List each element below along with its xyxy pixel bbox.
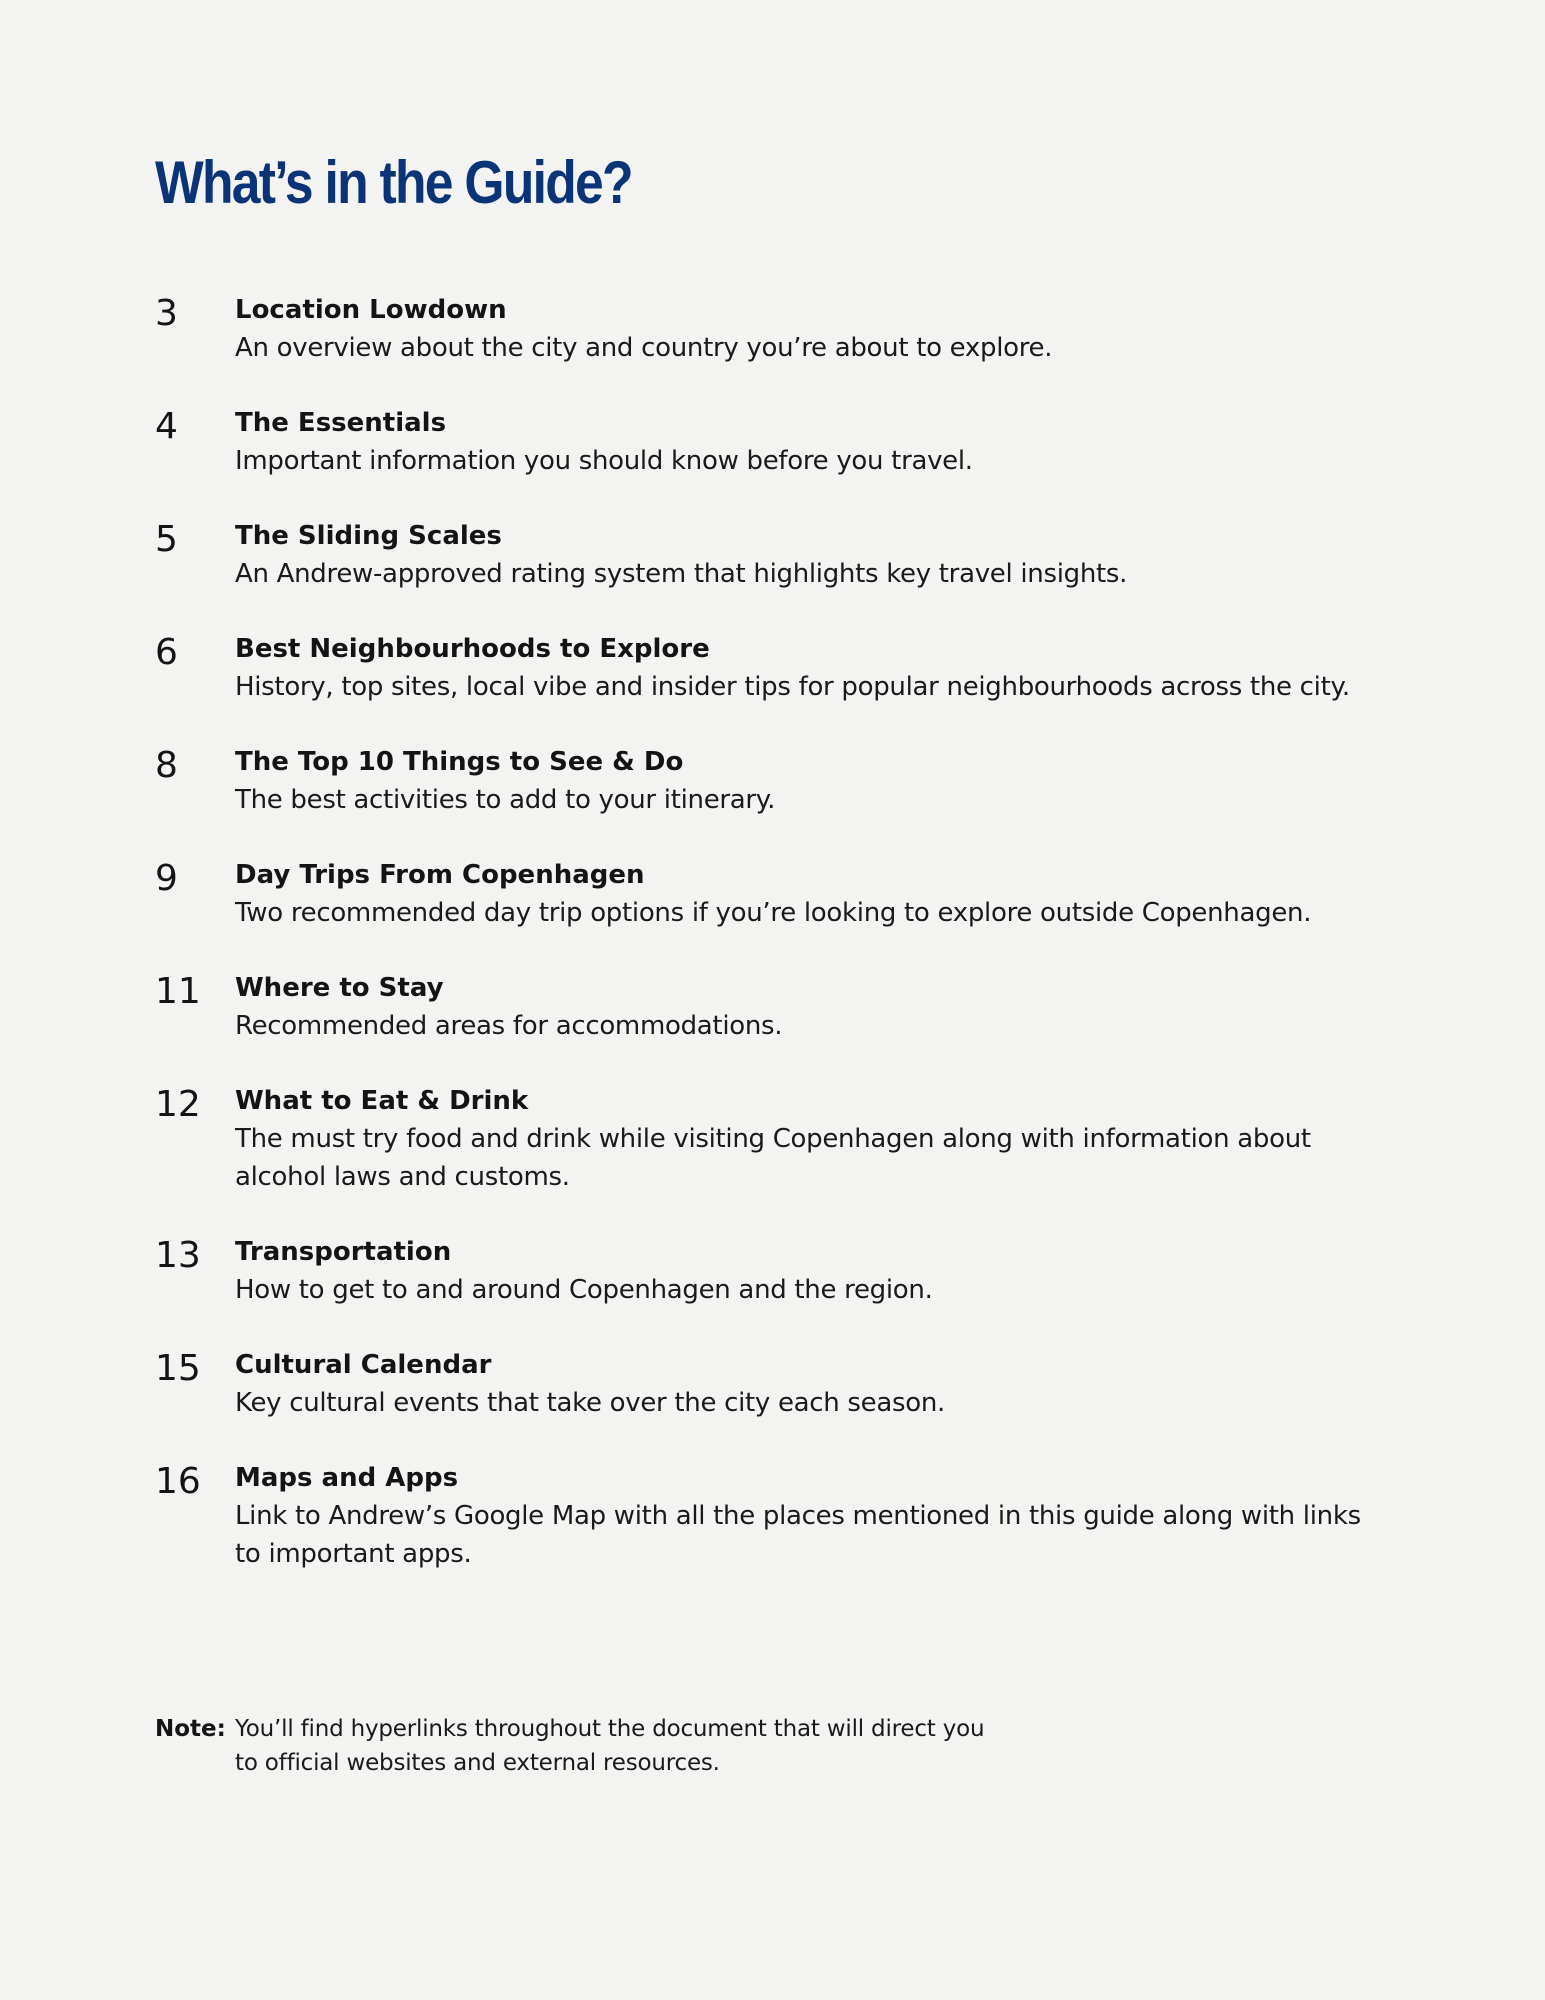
note-block — [155, 1712, 1055, 1780]
toc-description: An overview about the city and country you’re about to explore. — [235, 333, 1053, 363]
toc-page-number: 8 — [155, 745, 178, 786]
toc-description: Recommended areas for accommodations. — [235, 1011, 783, 1041]
toc-heading: Where to Stay — [235, 973, 444, 1003]
toc-page-number: 16 — [155, 1461, 201, 1502]
toc-description: How to get to and around Copenhagen and the region. — [235, 1275, 933, 1305]
toc-item-day-trips[interactable] — [155, 856, 1395, 932]
toc-description: The must try food and drink while visiting Copenhagen along with information about alcohol laws and customs. — [235, 1124, 1311, 1192]
toc-description: An Andrew-approved rating system that highlights key travel insights. — [235, 559, 1128, 589]
toc-page-number: 6 — [155, 632, 178, 673]
toc-item-top-10-things[interactable] — [155, 743, 1395, 819]
toc-item-the-essentials[interactable] — [155, 404, 1395, 480]
table-of-contents — [155, 291, 1395, 1610]
toc-heading: What to Eat & Drink — [235, 1086, 529, 1116]
toc-heading: The Top 10 Things to See & Do — [235, 747, 684, 777]
toc-page-number: 13 — [155, 1235, 201, 1276]
toc-page-number: 9 — [155, 858, 178, 899]
toc-page-number: 11 — [155, 971, 201, 1012]
toc-heading: Day Trips From Copenhagen — [235, 860, 645, 890]
toc-heading: Cultural Calendar — [235, 1350, 492, 1380]
toc-page-number: 5 — [155, 519, 178, 560]
toc-description: Important information you should know before you travel. — [235, 446, 973, 476]
toc-page-number: 4 — [155, 406, 178, 447]
toc-heading: The Sliding Scales — [235, 521, 502, 551]
guide-contents-page — [155, 0, 1395, 2000]
toc-heading: Transportation — [235, 1237, 452, 1267]
toc-item-where-to-stay[interactable] — [155, 969, 1395, 1045]
toc-description: History, top sites, local vibe and insider tips for popular neighbourhoods across the city. — [235, 672, 1350, 702]
toc-item-transportation[interactable] — [155, 1233, 1395, 1309]
toc-heading: Location Lowdown — [235, 295, 507, 325]
note-text: You’ll find hyperlinks throughout the document that will direct you to official websites and external resources. — [235, 1716, 985, 1776]
toc-page-number: 12 — [155, 1084, 201, 1125]
toc-item-best-neighbourhoods[interactable] — [155, 630, 1395, 706]
toc-page-number: 3 — [155, 293, 178, 334]
toc-description: Two recommended day trip options if you’re looking to explore outside Copenhagen. — [235, 898, 1312, 928]
toc-description: Link to Andrew’s Google Map with all the places mentioned in this guide along with links to important apps. — [235, 1501, 1361, 1569]
toc-item-cultural-calendar[interactable] — [155, 1346, 1395, 1422]
toc-heading: Best Neighbourhoods to Explore — [235, 634, 710, 664]
toc-heading: The Essentials — [235, 408, 447, 438]
toc-item-maps-and-apps[interactable] — [155, 1459, 1395, 1573]
toc-item-location-lowdown[interactable] — [155, 291, 1395, 367]
toc-item-sliding-scales[interactable] — [155, 517, 1395, 593]
page-title: What’s in the Guide? — [155, 149, 632, 216]
toc-description: Key cultural events that take over the city each season. — [235, 1388, 946, 1418]
note-label: Note: — [155, 1716, 226, 1742]
toc-heading: Maps and Apps — [235, 1463, 459, 1493]
toc-page-number: 15 — [155, 1348, 201, 1389]
toc-item-eat-and-drink[interactable] — [155, 1082, 1395, 1196]
toc-description: The best activities to add to your itinerary. — [235, 785, 776, 815]
